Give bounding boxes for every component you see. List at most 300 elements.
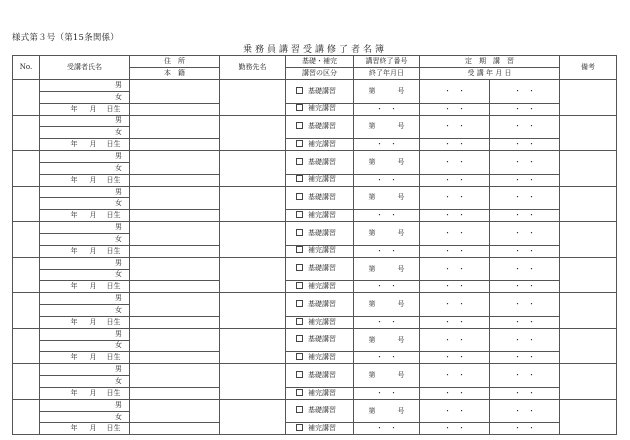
date-dots: ・ ・ bbox=[514, 300, 535, 309]
cell-workplace[interactable] bbox=[220, 151, 286, 187]
course-supplement-label: 補完講習 bbox=[308, 104, 336, 113]
date-dots: ・ ・ bbox=[444, 282, 465, 291]
cert-prefix: 第 bbox=[368, 406, 376, 415]
checkbox-supplement[interactable] bbox=[296, 424, 303, 431]
table-row-sub bbox=[13, 245, 617, 257]
sex-female[interactable] bbox=[40, 340, 130, 352]
periodic-date-1[interactable] bbox=[420, 293, 490, 317]
periodic-date-2[interactable] bbox=[490, 257, 560, 281]
cell-address[interactable] bbox=[130, 151, 220, 175]
checkbox-supplement[interactable] bbox=[296, 211, 303, 218]
cell-workplace[interactable] bbox=[220, 328, 286, 364]
periodic-date-3[interactable] bbox=[420, 316, 490, 328]
checkbox-basic[interactable] bbox=[296, 229, 303, 236]
course-basic-label: 基礎講習 bbox=[308, 157, 336, 166]
cert-date-cell[interactable] bbox=[354, 139, 420, 151]
cell-remarks[interactable] bbox=[560, 364, 617, 400]
birth-month-label: 月 bbox=[89, 353, 97, 362]
cell-no[interactable] bbox=[13, 222, 40, 258]
periodic-date-2[interactable] bbox=[490, 328, 560, 352]
periodic-date-4[interactable] bbox=[490, 210, 560, 222]
course-basic-label: 基礎講習 bbox=[308, 122, 336, 131]
cert-number-cell[interactable] bbox=[354, 222, 420, 246]
cert-number-cell[interactable] bbox=[354, 186, 420, 210]
course-basic-option[interactable] bbox=[286, 293, 354, 317]
cell-no[interactable] bbox=[13, 257, 40, 293]
male-label: 男 bbox=[115, 329, 122, 338]
course-supplement-option[interactable] bbox=[286, 245, 354, 257]
birthdate-cell[interactable] bbox=[40, 387, 130, 399]
cell-domicile[interactable] bbox=[130, 245, 220, 257]
cell-workplace[interactable] bbox=[220, 257, 286, 293]
cell-remarks[interactable] bbox=[560, 399, 617, 435]
table-row bbox=[13, 399, 617, 411]
periodic-date-1[interactable] bbox=[420, 115, 490, 139]
sex-male[interactable] bbox=[40, 186, 130, 198]
periodic-date-3[interactable] bbox=[420, 139, 490, 151]
course-basic-option[interactable] bbox=[286, 399, 354, 423]
cell-remarks[interactable] bbox=[560, 80, 617, 116]
course-basic-label: 基礎講習 bbox=[308, 370, 336, 379]
checkbox-basic[interactable] bbox=[296, 264, 303, 271]
checkbox-supplement[interactable] bbox=[296, 246, 303, 253]
course-basic-label: 基礎講習 bbox=[308, 193, 336, 202]
course-basic-option[interactable] bbox=[286, 151, 354, 175]
birth-year-label: 年 bbox=[70, 424, 78, 433]
cell-no[interactable] bbox=[13, 80, 40, 116]
cell-workplace[interactable] bbox=[220, 186, 286, 222]
course-supplement-option[interactable] bbox=[286, 423, 354, 435]
periodic-date-3[interactable] bbox=[420, 281, 490, 293]
table-row-sub bbox=[13, 103, 617, 115]
cell-workplace[interactable] bbox=[220, 293, 286, 329]
cert-number-cell[interactable] bbox=[354, 328, 420, 352]
date-dots: ・ ・ bbox=[514, 211, 535, 220]
date-dots: ・ ・ bbox=[376, 317, 397, 326]
cert-number-cell[interactable] bbox=[354, 80, 420, 104]
cell-remarks[interactable] bbox=[560, 115, 617, 151]
date-dots: ・ ・ bbox=[444, 388, 465, 397]
cert-suffix: 号 bbox=[397, 371, 405, 380]
cert-number-cell[interactable] bbox=[354, 364, 420, 388]
date-dots: ・ ・ bbox=[444, 211, 465, 220]
cert-number-cell[interactable] bbox=[354, 115, 420, 139]
periodic-date-2[interactable] bbox=[490, 80, 560, 104]
cell-address[interactable] bbox=[130, 399, 220, 423]
date-dots: ・ ・ bbox=[444, 104, 465, 113]
birthdate-cell[interactable] bbox=[40, 210, 130, 222]
periodic-date-3[interactable] bbox=[420, 245, 490, 257]
header-address: 住 所 bbox=[130, 56, 220, 68]
birth-day-label: 日生 bbox=[106, 282, 121, 291]
date-dots: ・ ・ bbox=[376, 282, 397, 291]
periodic-date-1[interactable] bbox=[420, 186, 490, 210]
cell-no[interactable] bbox=[13, 328, 40, 364]
periodic-date-4[interactable] bbox=[490, 423, 560, 435]
cell-no[interactable] bbox=[13, 151, 40, 187]
periodic-date-1[interactable] bbox=[420, 364, 490, 388]
periodic-date-2[interactable] bbox=[490, 186, 560, 210]
periodic-date-4[interactable] bbox=[490, 245, 560, 257]
periodic-date-4[interactable] bbox=[490, 174, 560, 186]
header-workplace: 勤務先名 bbox=[220, 56, 286, 80]
birth-year-label: 年 bbox=[70, 104, 78, 113]
checkbox-basic[interactable] bbox=[296, 406, 303, 413]
cert-date-cell[interactable] bbox=[354, 387, 420, 399]
table-row-sub bbox=[13, 423, 617, 435]
sex-female[interactable] bbox=[40, 162, 130, 174]
date-dots: ・ ・ bbox=[376, 104, 397, 113]
course-basic-option[interactable] bbox=[286, 328, 354, 352]
female-label: 女 bbox=[115, 163, 122, 172]
cell-address[interactable] bbox=[130, 257, 220, 281]
date-dots: ・ ・ bbox=[444, 424, 465, 433]
date-dots: ・ ・ bbox=[514, 406, 535, 415]
cell-remarks[interactable] bbox=[560, 151, 617, 187]
course-supplement-option[interactable] bbox=[286, 139, 354, 151]
cert-prefix: 第 bbox=[368, 157, 376, 166]
cert-date-cell[interactable] bbox=[354, 423, 420, 435]
cell-domicile[interactable] bbox=[130, 210, 220, 222]
date-dots: ・ ・ bbox=[514, 388, 535, 397]
male-label: 男 bbox=[115, 294, 122, 303]
course-supplement-label: 補完講習 bbox=[308, 210, 336, 219]
cell-domicile[interactable] bbox=[130, 352, 220, 364]
cert-date-cell[interactable] bbox=[354, 281, 420, 293]
periodic-date-4[interactable] bbox=[490, 387, 560, 399]
periodic-date-4[interactable] bbox=[490, 103, 560, 115]
birth-year-label: 年 bbox=[70, 317, 78, 326]
cell-domicile[interactable] bbox=[130, 281, 220, 293]
course-basic-option[interactable] bbox=[286, 222, 354, 246]
date-dots: ・ ・ bbox=[376, 140, 397, 149]
cert-number-cell[interactable] bbox=[354, 399, 420, 423]
cell-no[interactable] bbox=[13, 115, 40, 151]
checkbox-supplement[interactable] bbox=[296, 282, 303, 289]
form-title: 乗務員講習受講修了者名簿 bbox=[242, 45, 387, 55]
checkbox-supplement[interactable] bbox=[296, 389, 303, 396]
periodic-date-2[interactable] bbox=[490, 364, 560, 388]
checkbox-basic[interactable] bbox=[296, 87, 303, 94]
checkbox-basic[interactable] bbox=[296, 122, 303, 129]
date-dots: ・ ・ bbox=[514, 157, 535, 166]
birth-month-label: 月 bbox=[89, 388, 97, 397]
cert-date-cell[interactable] bbox=[354, 174, 420, 186]
date-dots: ・ ・ bbox=[514, 122, 535, 131]
course-basic-option[interactable] bbox=[286, 186, 354, 210]
sex-female[interactable] bbox=[40, 233, 130, 245]
table-row-sub bbox=[13, 210, 617, 222]
birthdate-cell[interactable] bbox=[40, 245, 130, 257]
male-label: 男 bbox=[115, 258, 122, 267]
cell-domicile[interactable] bbox=[130, 103, 220, 115]
birth-day-label: 日生 bbox=[106, 104, 121, 113]
checkbox-supplement[interactable] bbox=[296, 175, 303, 182]
course-supplement-option[interactable] bbox=[286, 281, 354, 293]
periodic-date-4[interactable] bbox=[490, 281, 560, 293]
date-dots: ・ ・ bbox=[514, 282, 535, 291]
checkbox-supplement[interactable] bbox=[296, 104, 303, 111]
male-label: 男 bbox=[115, 400, 122, 409]
course-supplement-option[interactable] bbox=[286, 387, 354, 399]
date-dots: ・ ・ bbox=[514, 140, 535, 149]
cell-workplace[interactable] bbox=[220, 115, 286, 151]
course-supplement-option[interactable] bbox=[286, 210, 354, 222]
female-label: 女 bbox=[115, 234, 122, 243]
sex-male[interactable] bbox=[40, 399, 130, 411]
periodic-date-3[interactable] bbox=[420, 103, 490, 115]
cell-address[interactable] bbox=[130, 293, 220, 317]
birth-year-label: 年 bbox=[70, 140, 78, 149]
periodic-date-3[interactable] bbox=[420, 423, 490, 435]
course-basic-label: 基礎講習 bbox=[308, 299, 336, 308]
female-label: 女 bbox=[115, 341, 122, 350]
date-dots: ・ ・ bbox=[444, 140, 465, 149]
cert-suffix: 号 bbox=[397, 86, 405, 95]
cert-date-cell[interactable] bbox=[354, 103, 420, 115]
course-basic-label: 基礎講習 bbox=[308, 228, 336, 237]
date-dots: ・ ・ bbox=[514, 246, 535, 255]
birth-year-label: 年 bbox=[70, 246, 78, 255]
male-label: 男 bbox=[115, 187, 122, 196]
table-row-sub bbox=[13, 139, 617, 151]
cell-address[interactable] bbox=[130, 222, 220, 246]
cert-suffix: 号 bbox=[397, 157, 405, 166]
sex-female[interactable] bbox=[40, 91, 130, 103]
header-cert-top: 講習終了番号 bbox=[354, 56, 420, 68]
periodic-date-2[interactable] bbox=[490, 399, 560, 423]
table-body bbox=[13, 80, 617, 435]
cert-prefix: 第 bbox=[368, 122, 376, 131]
birth-year-label: 年 bbox=[70, 282, 78, 291]
date-dots: ・ ・ bbox=[444, 300, 465, 309]
cert-date-cell[interactable] bbox=[354, 352, 420, 364]
cell-no[interactable] bbox=[13, 364, 40, 400]
checkbox-supplement[interactable] bbox=[296, 353, 303, 360]
date-dots: ・ ・ bbox=[444, 86, 465, 95]
sex-female[interactable] bbox=[40, 127, 130, 139]
table-row bbox=[13, 115, 617, 127]
cert-date-cell[interactable] bbox=[354, 210, 420, 222]
date-dots: ・ ・ bbox=[514, 193, 535, 202]
periodic-date-1[interactable] bbox=[420, 257, 490, 281]
birthdate-cell[interactable] bbox=[40, 174, 130, 186]
cert-suffix: 号 bbox=[397, 406, 405, 415]
female-label: 女 bbox=[115, 128, 122, 137]
birth-year-label: 年 bbox=[70, 175, 78, 184]
date-dots: ・ ・ bbox=[376, 388, 397, 397]
female-label: 女 bbox=[115, 305, 122, 314]
course-basic-option[interactable] bbox=[286, 364, 354, 388]
periodic-date-4[interactable] bbox=[490, 316, 560, 328]
male-label: 男 bbox=[115, 151, 122, 160]
cert-prefix: 第 bbox=[368, 371, 376, 380]
sex-male[interactable] bbox=[40, 115, 130, 127]
date-dots: ・ ・ bbox=[514, 104, 535, 113]
date-dots: ・ ・ bbox=[514, 264, 535, 273]
date-dots: ・ ・ bbox=[376, 424, 397, 433]
sex-female[interactable] bbox=[40, 376, 130, 388]
checkbox-basic[interactable] bbox=[296, 300, 303, 307]
birth-month-label: 月 bbox=[89, 211, 97, 220]
cell-no[interactable] bbox=[13, 293, 40, 329]
course-basic-label: 基礎講習 bbox=[308, 335, 336, 344]
cert-number-cell[interactable] bbox=[354, 151, 420, 175]
sex-female[interactable] bbox=[40, 305, 130, 317]
table-row bbox=[13, 80, 617, 92]
cell-address[interactable] bbox=[130, 186, 220, 210]
sex-male[interactable] bbox=[40, 328, 130, 340]
cert-suffix: 号 bbox=[397, 228, 405, 237]
cell-domicile[interactable] bbox=[130, 423, 220, 435]
cell-remarks[interactable] bbox=[560, 293, 617, 329]
checkbox-supplement[interactable] bbox=[296, 140, 303, 147]
table-row bbox=[13, 257, 617, 269]
periodic-date-1[interactable] bbox=[420, 80, 490, 104]
header-remarks: 備考 bbox=[560, 56, 617, 80]
periodic-date-3[interactable] bbox=[420, 210, 490, 222]
cell-address[interactable] bbox=[130, 115, 220, 139]
cert-date-cell[interactable] bbox=[354, 316, 420, 328]
date-dots: ・ ・ bbox=[444, 264, 465, 273]
date-dots: ・ ・ bbox=[514, 353, 535, 362]
birth-day-label: 日生 bbox=[106, 388, 121, 397]
checkbox-supplement[interactable] bbox=[296, 318, 303, 325]
cell-no[interactable] bbox=[13, 399, 40, 435]
cell-remarks[interactable] bbox=[560, 222, 617, 258]
course-basic-label: 基礎講習 bbox=[308, 406, 336, 415]
cell-no[interactable] bbox=[13, 186, 40, 222]
birthdate-cell[interactable] bbox=[40, 103, 130, 115]
course-supplement-option[interactable] bbox=[286, 352, 354, 364]
cell-remarks[interactable] bbox=[560, 328, 617, 364]
cell-workplace[interactable] bbox=[220, 364, 286, 400]
cert-suffix: 号 bbox=[397, 300, 405, 309]
date-dots: ・ ・ bbox=[376, 211, 397, 220]
periodic-date-3[interactable] bbox=[420, 387, 490, 399]
birth-month-label: 月 bbox=[89, 246, 97, 255]
course-supplement-option[interactable] bbox=[286, 174, 354, 186]
periodic-date-3[interactable] bbox=[420, 174, 490, 186]
sex-male[interactable] bbox=[40, 257, 130, 269]
checkbox-basic[interactable] bbox=[296, 193, 303, 200]
female-label: 女 bbox=[115, 92, 122, 101]
date-dots: ・ ・ bbox=[376, 353, 397, 362]
birthdate-cell[interactable] bbox=[40, 281, 130, 293]
checkbox-basic[interactable] bbox=[296, 335, 303, 342]
checkbox-basic[interactable] bbox=[296, 371, 303, 378]
cert-prefix: 第 bbox=[368, 264, 376, 273]
cell-address[interactable] bbox=[130, 80, 220, 104]
header-periodic-top: 定 期 講 習 bbox=[420, 56, 560, 68]
birth-day-label: 日生 bbox=[106, 317, 121, 326]
header-course-type-top: 基礎・補完 bbox=[286, 56, 354, 68]
periodic-date-1[interactable] bbox=[420, 151, 490, 175]
cell-domicile[interactable] bbox=[130, 139, 220, 151]
cell-remarks[interactable] bbox=[560, 257, 617, 293]
table-row-sub bbox=[13, 174, 617, 186]
course-supplement-option[interactable] bbox=[286, 316, 354, 328]
date-dots: ・ ・ bbox=[514, 317, 535, 326]
periodic-date-4[interactable] bbox=[490, 139, 560, 151]
cell-workplace[interactable] bbox=[220, 222, 286, 258]
cell-domicile[interactable] bbox=[130, 387, 220, 399]
periodic-date-1[interactable] bbox=[420, 399, 490, 423]
sex-male[interactable] bbox=[40, 80, 130, 92]
course-basic-option[interactable] bbox=[286, 80, 354, 104]
course-supplement-option[interactable] bbox=[286, 103, 354, 115]
cell-domicile[interactable] bbox=[130, 174, 220, 186]
periodic-date-1[interactable] bbox=[420, 222, 490, 246]
cert-date-cell[interactable] bbox=[354, 245, 420, 257]
periodic-date-4[interactable] bbox=[490, 352, 560, 364]
sex-female[interactable] bbox=[40, 269, 130, 281]
male-label: 男 bbox=[115, 365, 122, 374]
birth-year-label: 年 bbox=[70, 353, 78, 362]
sex-male[interactable] bbox=[40, 222, 130, 234]
cert-number-cell[interactable] bbox=[354, 257, 420, 281]
date-dots: ・ ・ bbox=[444, 228, 465, 237]
table-row bbox=[13, 222, 617, 234]
cert-prefix: 第 bbox=[368, 193, 376, 202]
cert-number-cell[interactable] bbox=[354, 293, 420, 317]
cert-prefix: 第 bbox=[368, 335, 376, 344]
table-row-sub bbox=[13, 352, 617, 364]
periodic-date-1[interactable] bbox=[420, 328, 490, 352]
cell-domicile[interactable] bbox=[130, 316, 220, 328]
course-basic-option[interactable] bbox=[286, 257, 354, 281]
birthdate-cell[interactable] bbox=[40, 139, 130, 151]
birthdate-cell[interactable] bbox=[40, 316, 130, 328]
cert-suffix: 号 bbox=[397, 122, 405, 131]
birth-year-label: 年 bbox=[70, 211, 78, 220]
date-dots: ・ ・ bbox=[514, 228, 535, 237]
periodic-date-2[interactable] bbox=[490, 151, 560, 175]
sex-male[interactable] bbox=[40, 364, 130, 376]
date-dots: ・ ・ bbox=[444, 193, 465, 202]
checkbox-basic[interactable] bbox=[296, 158, 303, 165]
course-basic-option[interactable] bbox=[286, 115, 354, 139]
birthdate-cell[interactable] bbox=[40, 352, 130, 364]
male-label: 男 bbox=[115, 80, 122, 89]
sex-female[interactable] bbox=[40, 411, 130, 423]
sex-male[interactable] bbox=[40, 293, 130, 305]
sex-female[interactable] bbox=[40, 198, 130, 210]
cell-address[interactable] bbox=[130, 364, 220, 388]
cell-remarks[interactable] bbox=[560, 186, 617, 222]
date-dots: ・ ・ bbox=[444, 371, 465, 380]
cell-workplace[interactable] bbox=[220, 80, 286, 116]
birthdate-cell[interactable] bbox=[40, 423, 130, 435]
female-label: 女 bbox=[115, 412, 122, 421]
course-supplement-label: 補完講習 bbox=[308, 175, 336, 184]
header-domicile: 本 籍 bbox=[130, 68, 220, 80]
periodic-date-3[interactable] bbox=[420, 352, 490, 364]
periodic-date-2[interactable] bbox=[490, 115, 560, 139]
table-row-sub bbox=[13, 387, 617, 399]
header-no: No. bbox=[13, 56, 40, 80]
cert-suffix: 号 bbox=[397, 335, 405, 344]
sex-male[interactable] bbox=[40, 151, 130, 163]
birth-day-label: 日生 bbox=[106, 211, 121, 220]
cell-address[interactable] bbox=[130, 328, 220, 352]
female-label: 女 bbox=[115, 270, 122, 279]
periodic-date-2[interactable] bbox=[490, 222, 560, 246]
date-dots: ・ ・ bbox=[444, 317, 465, 326]
periodic-date-2[interactable] bbox=[490, 293, 560, 317]
cell-workplace[interactable] bbox=[220, 399, 286, 435]
birth-month-label: 月 bbox=[89, 104, 97, 113]
